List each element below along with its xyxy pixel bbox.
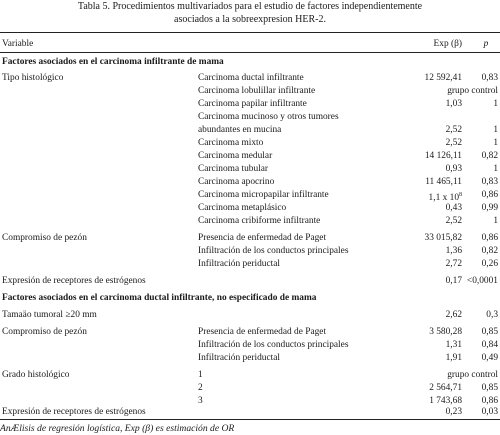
row-name: Carcinoma papilar infiltrante [198,99,307,109]
exp-superscript: 8 [459,192,462,198]
row-p: 1 [493,138,498,148]
estrogenos-label: Expresión de receptores de estrógenos [2,407,146,417]
grado-histologico-label: Grado histológico [2,370,70,380]
row-p: 0,85 [481,383,498,393]
row-name: 3 [198,396,203,406]
row-name: Presencia de enfermedad de Paget [198,327,327,337]
row-name: Carcinoma apocrino [198,177,275,187]
row-exp: 12 592,41 [424,73,462,83]
row-exp: 1,31 [445,340,462,350]
row-p: 1 [493,216,498,226]
row-name: Carcinoma tubular [198,164,269,174]
table-footnote: AnÆlisis de regresión logística, Exp (β) es estimación de OR [0,423,235,434]
row-name: Carcinoma mucinoso y otros tumores [198,112,339,122]
row-exp: 1 743,68 [429,396,462,406]
row-p: 0,26 [481,259,498,269]
row-name: Carcinoma micropapilar infiltrante [198,190,329,200]
row-group: grupo control [447,370,498,380]
row-p: 0,86 [481,190,498,200]
row-p: 0,82 [481,151,498,161]
row-p: 0,83 [481,73,498,83]
table-caption [0,0,500,26]
row-exp: 3 580,28 [429,327,462,337]
row-name: Carcinoma metaplásico [198,203,287,213]
row-exp: 0,23 [445,407,462,417]
caption-line-1: Tabla 5. Procedimientos multivariados para el estudio de factores independientemente [77,1,423,12]
header-variable: Variable [2,39,34,49]
top-rule [0,32,500,33]
row-p: 1 [493,164,498,174]
section2-title: Factores asociados en el carcinoma ductal infiltrante, no especificado de mama [2,293,317,303]
row-p: 0,86 [481,233,498,243]
row-p: 0,85 [481,327,498,337]
row-p: 0,86 [481,396,498,406]
row-name: 2 [198,383,203,393]
row-exp: 1,36 [445,246,462,256]
row-name: Carcinoma lobulillar infiltrante [198,86,316,96]
row-name: Infiltración periductal [198,353,280,363]
tamano-tumoral-label: Tamaäo tumoral ≥20 mm [2,310,97,320]
row-p: 0,03 [481,407,498,417]
row-exp: 1,91 [445,353,462,363]
row-exp: 2 564,71 [429,383,462,393]
row-exp: 2,52 [445,216,462,226]
row-exp: 33 015,82 [424,233,462,243]
bottom-rule [0,419,500,420]
compromiso-pezon-label: Compromiso de pezón [2,327,87,337]
row-exp: 1,03 [445,99,462,109]
row-name: 1 [198,370,203,380]
row-exp: 11 465,11 [425,177,462,187]
row-exp: 14 126,11 [424,151,462,161]
row-name: Carcinoma cribiforme infiltrante [198,216,321,226]
row-name: abundantes en mucina [198,125,282,135]
row-p: 0,82 [481,246,498,256]
estrogenos-label: Expresión de receptores de estrógenos [2,276,146,286]
tipo-histologico-label: Tipo histológico [2,73,64,83]
row-group: grupo control [447,86,498,96]
header-rule [0,52,500,53]
section1-title: Factores asociados en el carcinoma infiltrante de mama [2,57,224,67]
row-name: Infiltración de los conductos principales [198,246,349,256]
row-exp: 2,52 [445,138,462,148]
row-name: Infiltración periductal [198,259,280,269]
row-p: 0,83 [481,177,498,187]
row-name: Infiltración de los conductos principales [198,340,349,350]
row-p: 0,49 [481,353,498,363]
row-p: 0,99 [481,203,498,213]
row-exp: 0,43 [445,203,462,213]
row-p: 1 [493,125,498,135]
row-p: <0,0001 [466,276,498,286]
header-exp: Exp (β) [433,39,462,49]
row-exp: 0,93 [445,164,462,174]
exp-base: 1,1 x 10 [428,193,459,203]
row-name: Carcinoma medular [198,151,273,161]
row-name: Carcinoma ductal infiltrante [198,73,304,83]
row-exp: 2,72 [445,259,462,269]
row-p: 1 [493,99,498,109]
row-exp: 2,62 [445,310,462,320]
row-exp: 0,17 [445,276,462,286]
row-name: Presencia de enfermedad de Paget [198,233,327,243]
row-name: Carcinoma mixto [198,138,264,148]
row-exp: 2,52 [445,125,462,135]
compromiso-pezon-label: Compromiso de pezón [2,233,87,243]
header-p: p [483,39,489,49]
row-p: 0,3 [486,310,498,320]
row-p: 0,84 [481,340,498,350]
caption-line-2: asociados a la sobreexpresion HER-2. [174,14,326,25]
